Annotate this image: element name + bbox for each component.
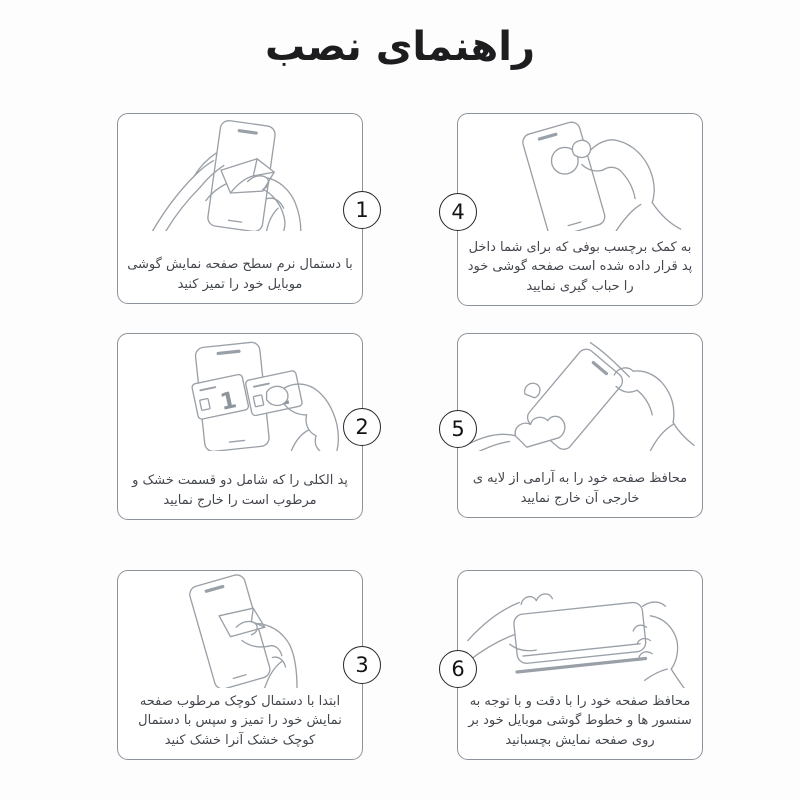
step-number-badge	[439, 410, 477, 448]
step-number: 4	[451, 200, 465, 224]
step-caption: با دستمال نرم سطح صفحه نمایش گوشی موبایل خود را تمیز کنید	[127, 257, 353, 292]
step-number-badge	[439, 650, 477, 688]
step-number-badge	[439, 193, 477, 231]
wipe-phone-with-cloth-illustration	[118, 117, 362, 231]
phone-icon	[511, 602, 647, 672]
right-hand-icon	[267, 384, 339, 451]
apply-protector-illustration	[458, 574, 702, 688]
step-number: 1	[355, 198, 369, 222]
step-caption: به کمک برچسب بوفی که برای شما داخل پد قرار داده شده است صفحه گوشی خود را حباب گیری نمایید	[467, 239, 693, 294]
step-caption: محافظ صفحه خود را به آرامی از لایه ی خارجی آن خارج نمایید	[472, 471, 688, 506]
step-number-badge	[343, 408, 381, 446]
phone-icon	[521, 120, 607, 231]
clean-then-dry-screen-illustration	[118, 574, 362, 688]
remove-alcohol-pad-illustration	[118, 337, 362, 451]
step-box-5	[451, 333, 703, 518]
step-caption: محافظ صفحه خود را با دقت و با توجه به سنسور ها و خطوط گوشی موبایل خود بر روی صفحه نمایش بچسبانید	[468, 693, 692, 748]
right-hand-icon	[614, 368, 694, 451]
sachet-1-label: 1	[217, 387, 239, 416]
step-number-badge	[343, 191, 381, 229]
peel-outer-layer-illustration	[458, 337, 702, 451]
step-number: 6	[451, 657, 465, 681]
page-title: راهنمای نصب	[265, 24, 535, 70]
step-number-badge	[343, 646, 381, 684]
step-box-4	[451, 113, 703, 306]
step-box-3	[117, 570, 369, 760]
step-caption: پد الکلی را که شامل دو قسمت خشک و مرطوب است را خارج نمایید	[132, 473, 348, 508]
step-number: 5	[451, 417, 465, 441]
step-number: 3	[355, 653, 369, 677]
bubble-removal-sticker-illustration	[458, 117, 702, 231]
left-hand-icon	[468, 603, 519, 662]
step-box-6	[451, 570, 703, 760]
step-box-1	[117, 113, 369, 304]
step-caption: ابتدا با دستمال کوچک مرطوب صفحه نمایش خود را تمیز و سپس با دستمال کوچک خشک آنرا خشک کنید	[138, 693, 342, 748]
step-number: 2	[355, 415, 369, 439]
step-box-2	[117, 333, 369, 520]
